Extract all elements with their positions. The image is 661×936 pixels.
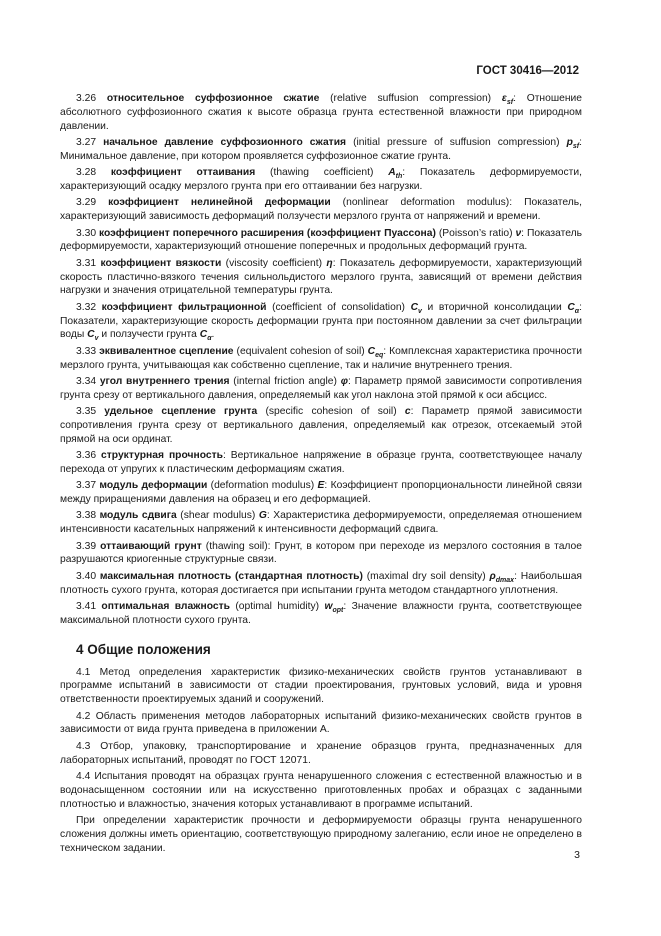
definition-term: коэффициент нелинейной деформации [108, 197, 331, 209]
definition-number: 3.33 [76, 345, 100, 357]
definition-number: 3.40 [76, 570, 100, 582]
definition-item: 3.29 коэффициент нелинейной деформации (nonlinear deformation modulus): Показатель, характеризующий зависимость деформаций ползучести мерзлого грунта от напряжений и времени. [60, 197, 582, 223]
definition-english: (relative suffusion compression) [319, 93, 492, 104]
definition-symbol: E [314, 480, 325, 492]
definition-item: 3.40 максимальная плотность (стандартная плотность) (maximal dry soil density) $\rho_{dmax}$: Наибольшая плотность сухого грунта, которая достигается при испытании грунта методом стандартного уплотнения. [60, 570, 582, 596]
section-paragraph: 4.1 Метод определения характеристик физико-механических свойств грунтов устанавливают в программе испытаний в зависимости от стадии проектирования, грунтовых условий, вида и уровня ответственности проектируемых зданий и сооружений. [60, 666, 582, 706]
definition-english: (thawing coefficient) [255, 167, 374, 179]
definition-symbol: $p_{sf}$ [559, 136, 580, 151]
definition-term: коэффициент поперечного расширения (коэффициент Пуассона) [98, 227, 436, 239]
definition-number: 3.29 [76, 197, 109, 209]
definition-item: 3.31 коэффициент вязкости (viscosity coefficient) η: Показатель деформируемости, характеризующий скорость пластично-вязкого течения сильнольдистого мерзлого грунта, зависящий от времени действия нагрузки и значения отрицательной температуры грунта. [60, 257, 582, 297]
section-title: 4 Общие положения [76, 641, 211, 657]
definition-number: 3.37 [76, 480, 100, 492]
definition-symbol: $C_v$ [404, 301, 422, 315]
definition-number: 3.35 [76, 406, 105, 418]
definition-english: (initial pressure of suffusion compression) [346, 136, 560, 148]
definition-english: (equivalent cohesion of soil) [233, 345, 365, 357]
definition-symbol: ν [512, 227, 522, 239]
document-id: ГОСТ 30416—2012 [476, 65, 579, 77]
section-paragraph: 4.2 Область применения методов лабораторных испытаний физико-механических свойств грунтов в зависимости от вида грунта приведена в приложении А. [60, 710, 582, 736]
definitions-list [60, 92, 582, 628]
definition-english: (viscosity coefficient) [221, 257, 322, 269]
definition-number: 3.31 [76, 257, 101, 269]
definition-item: 3.36 структурная прочность: Вертикальное напряжение в образце грунта, соответствующее началу перехода от упругих к пластическим деформациям сжатия. [60, 450, 582, 475]
definition-term: коэффициент фильтрационной [101, 301, 267, 313]
definition-number: 3.26 [76, 93, 107, 104]
definition-term: модуль деформации [99, 480, 208, 492]
symbol: $C_\alpha$ [567, 301, 580, 315]
definition-number: 3.27 [76, 136, 104, 148]
definition-number: 3.39 [76, 540, 101, 552]
definition-english: (nonlinear deformation modulus) [330, 197, 510, 209]
definition-term: удельное сцепление грунта [104, 406, 258, 418]
definition-symbol: η [322, 257, 333, 269]
definition-item: 3.27 начальное давление суффозионного сжатия (initial pressure of suffusion compression) $p_{sf}$: Минимальное давление, при котором проявляется суффозионное сжатие грунта. [60, 136, 583, 162]
definition-number: 3.34 [76, 375, 100, 387]
section-paragraph: При определении характеристик прочности и деформируемости образцы грунта ненарушенного сложения должны иметь ориентацию, соответствующую природному залеганию, если иное не определено в техническом задании. [60, 814, 582, 854]
definition-number: 3.30 [76, 227, 99, 239]
definition-item: 3.37 модуль деформации (deformation modulus) E: Коэффициент пропорциональности линейной связи между приращениями давления на образец и его деформацией. [60, 480, 583, 506]
definition-number: 3.36 [76, 450, 102, 462]
definition-item: 3.33 эквивалентное сцепление (equivalent cohesion of soil) $C_{eq}$: Комплексная характеристика прочности мерзлого грунта, учитывающая как собственно сцепление, так и наличие внутреннего трения. [60, 345, 582, 371]
definition-term: коэффициент оттаивания [110, 167, 256, 179]
definition-item: 3.26 относительное суффозионное сжатие (relative suffusion compression) $\varepsilon_{sf}$: Отношение абсолютного суффозионного сжатия к высоте образца грунта естественной влажности при природном давлении. [60, 93, 582, 132]
definition-english: (optimal humidity) [229, 601, 320, 612]
definition-english: (coefficient of consolidation) [266, 301, 405, 313]
definition-symbol: G [255, 510, 267, 522]
definition-english: (specific cohesion of soil) [257, 406, 397, 418]
definition-number: 3.32 [76, 301, 102, 313]
definition-symbol: $w_{opt}$ [319, 601, 344, 615]
definition-item: 3.30 коэффициент поперечного расширения (коэффициент Пуассона) (Poisson’s ratio) ν: Показатель деформируемости, характеризующий отношение поперечных и продольных деформаций грунта. [60, 227, 582, 253]
definition-item: 3.38 модуль сдвига (shear modulus) G: Характеристика деформируемости, определяемая отношением интенсивности касательных напряжений к интенсивности деформаций сдвига. [60, 510, 582, 536]
definition-symbol: $\varepsilon_{sf}$ [491, 93, 514, 107]
definition-symbol: φ [336, 375, 348, 387]
section-paragraph: 4.3 Отбор, упаковку, транспортирование и хранение образцов грунта, предназначенных для лабораторных испытаний, проводят по ГОСТ 12071. [60, 740, 582, 766]
definition-term: оттаивающий грунт [100, 540, 202, 552]
section-paragraph: 4.4 Испытания проводят на образцах грунта ненарушенного сложения с естественной влажностью и в водонасыщенном состоянии или на искусственно приготовленных пробах и образцах с заданными плотностью и влажностью, значения которых устанавливают в программе испытаний. [60, 770, 582, 810]
definition-item: 3.28 коэффициент оттаивания (thawing coefficient) $A_{th}$: Показатель деформируемости, характеризующий осадку мерзлого грунта при его оттаивании без нагрузки. [60, 167, 582, 192]
definition-symbol: $C_{eq}$ [364, 345, 384, 359]
definition-item: 3.34 угол внутреннего трения (internal friction angle) φ: Параметр прямой зависимости сопротивления грунта срезу от вертикального давления, определяемый как угол наклона этой прямой к оси абсцисс. [60, 375, 582, 401]
definition-english: (deformation modulus) [207, 480, 315, 492]
definition-item: 3.32 коэффициент фильтрационной (coefficient of consolidation) $C_v$ и вторичной консолидации $C_\alpha$: Показатели, характеризующие скорость деформации грунта при постоянном давлении за счет фильтрации воды $C_v$ и ползучести грунта $C_\alpha$. [60, 301, 582, 343]
definition-term: начальное давление суффозионного сжатия [103, 136, 347, 148]
definition-item: 3.35 удельное сцепление грунта (specific cohesion of soil) c: Параметр прямой зависимости сопротивления грунта срезу от вертикального давления, определяемый как отрезок, отсекаемый этой прямой на оси ординат. [60, 406, 582, 445]
page-content [60, 92, 582, 858]
definition-term: оптимальная влажность [101, 601, 230, 612]
definition-english: (shear modulus) [176, 510, 256, 522]
definition-term: коэффициент вязкости [100, 257, 222, 269]
definition-english: (maximal dry soil density) [362, 570, 486, 582]
definition-term: эквивалентное сцепление [99, 345, 234, 357]
definition-symbol: c [396, 406, 411, 418]
definition-number: 3.38 [76, 510, 100, 522]
symbol: $C_\alpha$ [199, 329, 212, 343]
definition-symbol: $A_{th}$ [373, 167, 403, 181]
definition-term: максимальная плотность (стандартная плотность) [99, 570, 363, 582]
definition-number: 3.28 [76, 167, 111, 179]
definition-term: структурная прочность [101, 450, 223, 462]
definition-term: модуль сдвига [99, 510, 177, 522]
definition-english: (thawing soil) [201, 540, 268, 552]
definition-number: 3.41 [76, 601, 102, 612]
definition-term: угол внутреннего трения [99, 375, 230, 387]
definition-term: относительное суффозионное сжатие [106, 93, 320, 104]
definition-english: (Poisson’s ratio) [435, 227, 513, 239]
definition-item: 3.41 оптимальная влажность (optimal humidity) $w_{opt}$: Значение влажности грунта, соответствующее максимальной плотности сухого грунта. [60, 601, 583, 626]
symbol: $C_v$ [87, 329, 99, 343]
definition-item: 3.39 оттаивающий грунт (thawing soil): Грунт, в котором при переходе из мерзлого состояния в талое разрушаются криогенные структурные связи. [60, 540, 582, 566]
section-paragraphs [60, 666, 582, 856]
definition-symbol: $\rho_{dmax}$ [485, 570, 515, 584]
page-number: 3 [574, 849, 580, 861]
definition-english: (internal friction angle) [229, 375, 337, 387]
